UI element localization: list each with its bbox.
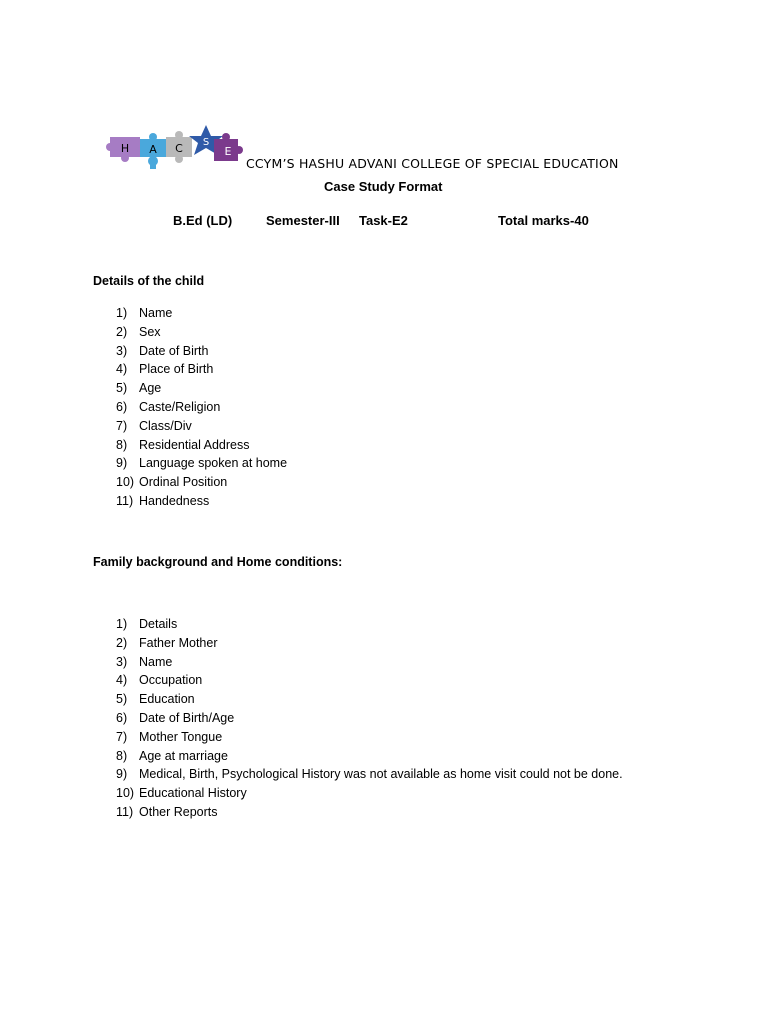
list-item-number: 10)	[116, 475, 135, 490]
list-item	[0, 342, 768, 361]
logo-letter-e: E	[224, 145, 232, 158]
course-label: B.Ed (LD)	[173, 213, 233, 228]
list-item-text: Ordinal Position	[139, 475, 228, 490]
college-name: CCYM’S HASHU ADVANI COLLEGE OF SPECIAL EDUCATION	[246, 156, 619, 171]
list-item	[0, 765, 768, 784]
list-item-text: Details	[139, 617, 178, 631]
list-item	[0, 436, 768, 455]
list-item-text: Place of Birth	[139, 362, 214, 377]
list-item-text: Handedness	[139, 493, 210, 508]
logo-letter-h: H	[120, 142, 130, 155]
list-item-text: Name	[139, 306, 173, 320]
list-item	[0, 473, 768, 492]
list-item-text: Language spoken at home	[139, 456, 288, 471]
list-item	[0, 417, 768, 436]
list-item-text: Date of Birth/Age	[139, 710, 235, 725]
list-item-number: 4)	[116, 673, 128, 688]
puzzle-piece-c	[166, 131, 192, 163]
list-item	[0, 634, 768, 653]
list-item	[0, 304, 768, 323]
list-item-text: Medical, Birth, Psychological History was not available as home visit could not be done.	[139, 767, 623, 782]
list-item	[0, 360, 768, 379]
list-item-number: 5)	[116, 692, 128, 707]
list-item-text: Date of Birth	[139, 343, 209, 358]
list-item	[0, 492, 768, 511]
logo-letter-s: S	[202, 137, 210, 148]
list-item-number: 6)	[116, 710, 128, 725]
list-item-number: 7)	[116, 418, 128, 433]
list-item-number: 9)	[116, 767, 128, 782]
list-item	[0, 398, 768, 417]
list-item-text: Father Mother	[139, 635, 218, 650]
list-item-number: 2)	[116, 635, 128, 650]
list-item-number: 11)	[116, 493, 134, 508]
list-item	[0, 709, 768, 728]
logo-letter-c: C	[175, 142, 183, 155]
family-background-list	[0, 615, 768, 822]
puzzle-piece-a	[140, 133, 166, 169]
document-title: Case Study Format	[324, 179, 443, 194]
list-item	[0, 454, 768, 473]
list-item-number: 3)	[116, 654, 128, 669]
list-item	[0, 728, 768, 747]
list-item	[0, 690, 768, 709]
puzzle-piece-h	[106, 137, 140, 162]
list-item-number: 10)	[116, 786, 135, 801]
college-logo	[106, 125, 244, 170]
list-item-number: 11)	[116, 804, 134, 819]
list-item-text: Education	[139, 692, 195, 707]
list-item-text: Sex	[139, 324, 161, 339]
list-item-number: 6)	[116, 399, 128, 414]
list-item-number: 9)	[116, 456, 128, 471]
list-item-number: 8)	[116, 437, 128, 452]
list-item-text: Residential Address	[139, 437, 250, 452]
section-heading-child-details: Details of the child	[93, 274, 205, 288]
list-item-number: 3)	[116, 343, 128, 358]
list-item-number: 7)	[116, 729, 128, 744]
list-item-text: Class/Div	[139, 418, 192, 433]
list-item	[0, 747, 768, 766]
list-item-text: Mother Tongue	[139, 729, 223, 744]
task-label: Task-E2	[359, 213, 408, 228]
list-item-text: Age	[139, 381, 162, 396]
list-item	[0, 379, 768, 398]
list-item-text: Occupation	[139, 673, 203, 688]
list-item-text: Caste/Religion	[139, 399, 221, 414]
list-item-text: Name	[139, 654, 173, 669]
list-item	[0, 671, 768, 690]
list-item-number: 1)	[116, 617, 128, 631]
section-heading-family-background: Family background and Home conditions:	[93, 555, 343, 569]
semester-label: Semester-III	[266, 213, 340, 228]
list-item	[0, 653, 768, 672]
list-item-number: 1)	[116, 306, 128, 320]
list-item-number: 4)	[116, 362, 128, 377]
list-item	[0, 803, 768, 822]
list-item-number: 5)	[116, 381, 128, 396]
list-item	[0, 323, 768, 342]
list-item	[0, 615, 768, 634]
list-item	[0, 784, 768, 803]
list-item-text: Educational History	[139, 786, 247, 801]
list-item-text: Age at marriage	[139, 748, 228, 763]
list-item-number: 2)	[116, 324, 128, 339]
total-marks-label: Total marks-40	[498, 213, 589, 228]
logo-letter-a: A	[149, 143, 157, 156]
child-details-list	[0, 304, 768, 511]
list-item-number: 8)	[116, 748, 128, 763]
list-item-text: Other Reports	[139, 804, 218, 819]
